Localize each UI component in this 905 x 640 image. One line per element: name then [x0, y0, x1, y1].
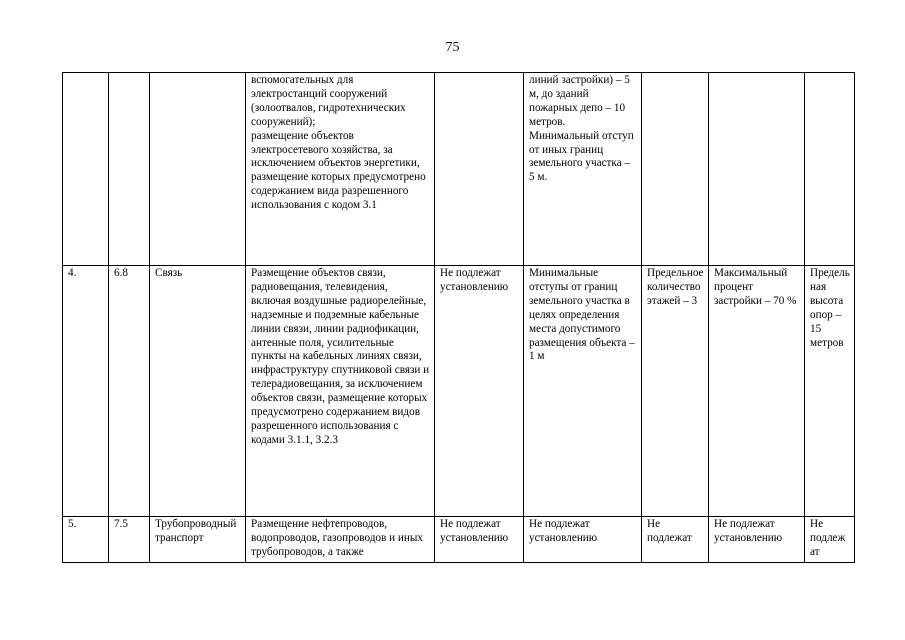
setbacks-cell: Минимальные отступы от границ земельного участка в целях определения места допустимого размещения объекта – 1 м [524, 266, 642, 517]
use-name-cell: Трубопроводный транспорт [150, 517, 246, 563]
use-name-cell: Связь [150, 266, 246, 517]
height-cell: Предельная высота опор – 15 метров [805, 266, 855, 517]
land-use-regulations-table [62, 72, 855, 563]
use-code-cell: 6.8 [109, 266, 150, 517]
page-number: 75 [445, 40, 460, 55]
use-description-text: вспомогательных для электростанций сооружений (золоотвалов, гидротехнических сооружений); размещение объектов электросетевого хозяйства, за исключением объектов энергетики, размещение которых предусмотрено содержанием вида разрешенного использования с кодом 3.1 [251, 74, 426, 212]
coverage-cell: Максимальный процент застройки – 70 % [709, 266, 805, 517]
use-code-cell [109, 73, 150, 266]
use-description-cell: Размещение объектов связи, радиовещания, телевидения, включая воздушные радиорелейные, надземные и подземные кабельные линии связи, линии радиофикации, антенные поля, усилительные пункты на кабельных линиях связи, инфраструктуру спутниковой связи и телерадиовещания, за исключением объектов связи, размещение которых предусмотрено содержанием видов разрешенного использования с кодами 3.1.1, 3.2.3 [246, 266, 435, 517]
table-row [63, 73, 855, 266]
coverage-cell [709, 73, 805, 266]
floors-cell: Не подлежат [642, 517, 709, 563]
row-number-cell [63, 73, 109, 266]
use-description-cell: Размещение нефтепроводов, водопроводов, газопроводов и иных трубопроводов, а также [246, 517, 435, 563]
use-name-cell [150, 73, 246, 266]
height-cell [805, 73, 855, 266]
row-number-cell: 5. [63, 517, 109, 563]
use-description-cell [246, 73, 435, 266]
setbacks-cell: линий застройки) – 5 м, до зданий пожарных депо – 10 метров. Минимальный отступ от иных границ земельного участка – 5 м. [524, 73, 642, 266]
table-row [63, 266, 855, 517]
height-cell: Не подлежат [805, 517, 855, 563]
min-area-cell [435, 73, 524, 266]
floors-cell [642, 73, 709, 266]
floors-cell: Предельное количество этажей – 3 [642, 266, 709, 517]
min-area-cell: Не подлежат установлению [435, 517, 524, 563]
setbacks-cell: Не подлежат установлению [524, 517, 642, 563]
use-code-cell: 7.5 [109, 517, 150, 563]
min-area-cell: Не подлежат установлению [435, 266, 524, 517]
coverage-cell: Не подлежат установлению [709, 517, 805, 563]
row-number-cell: 4. [63, 266, 109, 517]
table-row [63, 517, 855, 563]
